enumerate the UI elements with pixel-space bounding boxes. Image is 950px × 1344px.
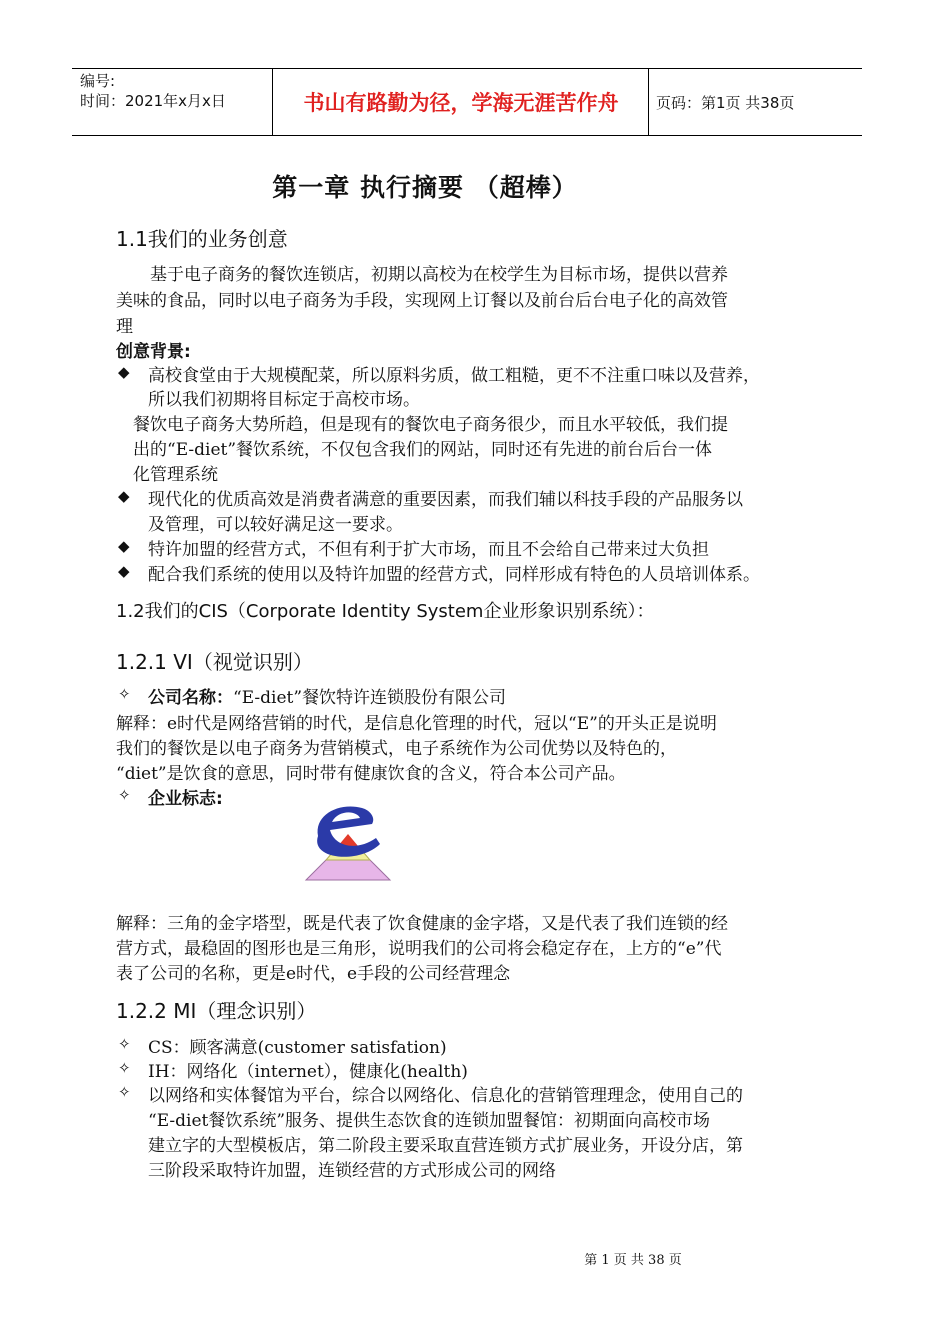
section-heading-1-1: 1.1我们的业务创意: [116, 227, 288, 251]
background-label: 创意背景:: [116, 342, 191, 362]
paragraph-line: 解释：三角的金字塔型，既是代表了饮食健康的金字塔，又是代表了我们连锁的经: [116, 914, 728, 934]
company-logo: [300, 800, 396, 886]
page-footer: 第 1 页 共 38 页: [584, 1253, 682, 1268]
mi-item: CS：顾客满意(customer satisfation): [148, 1038, 447, 1058]
mi-item: 三阶段采取特许加盟，连锁经营的方式形成公司的网络: [148, 1161, 556, 1181]
header-motto: 书山有路勤为径，学海无涯苦作舟: [303, 91, 619, 115]
company-name-line: [148, 683, 506, 708]
bullet-text: 配合我们系统的使用以及特许加盟的经营方式，同样形成有特色的人员培训体系。: [148, 565, 760, 585]
company-label: 公司名称：: [148, 688, 233, 708]
number-label: 编号:: [80, 72, 116, 90]
logo-label: 企业标志:: [148, 789, 223, 809]
paragraph-line: 我们的餐饮是以电子商务为营销模式，电子系统作为公司优势以及特色的，: [116, 739, 677, 759]
mi-item: 建立字的大型模板店，第二阶段主要采取直营连锁方式扩展业务，开设分店，第: [148, 1136, 743, 1156]
chapter-title: 第一章 执行摘要 （超棒）: [272, 173, 578, 202]
diamond-bullet-icon: ◆: [118, 363, 130, 381]
page-header: [72, 68, 862, 136]
diamond-bullet-icon: ◆: [118, 487, 130, 505]
bullet-text: 所以我们初期将目标定于高校市场。: [148, 390, 420, 410]
bullet-text: 高校食堂由于大规模配菜，所以原料劣质，做工粗糙，更不不注重口味以及营养，: [148, 366, 760, 386]
paragraph-line: 餐饮电子商务大势所趋，但是现有的餐饮电子商务很少，而且水平较低，我们提: [133, 415, 728, 435]
section-heading-1-2: 1.2我们的CIS（Corporate Identity System企业形象识别系统）：: [116, 601, 655, 622]
bullet-text: 及管理，可以较好满足这一要求。: [148, 515, 403, 535]
paragraph-line: “diet”是饮食的意思，同时带有健康饮食的含义，符合本公司产品。: [116, 764, 626, 784]
mi-item: 以网络和实体餐馆为平台，综合以网络化、信息化的营销管理理念，使用自己的: [148, 1086, 743, 1106]
header-meta: [80, 71, 226, 111]
paragraph-line: 出的“E-diet”餐饮系统，不仅包含我们的网站，同时还有先进的前台后台一体: [133, 440, 713, 460]
time-label: 时间：2021年x月x日: [80, 92, 226, 110]
sparkle-bullet-icon: ✧: [118, 786, 131, 804]
diamond-bullet-icon: ◆: [118, 562, 130, 580]
paragraph-line: 理: [116, 317, 133, 337]
company-value: “E-diet”餐饮特许连锁股份有限公司: [233, 688, 507, 708]
paragraph-line: 基于电子商务的餐饮连锁店，初期以高校为在校学生为目标市场，提供以营养: [150, 265, 728, 285]
mi-item: “E-diet餐饮系统”服务、提供生态饮食的连锁加盟餐馆：初期面向高校市场: [148, 1111, 711, 1131]
sparkle-bullet-icon: ✧: [118, 685, 131, 703]
header-page-label: 页码：第1页 共38页: [656, 93, 795, 112]
paragraph-line: 营方式，最稳固的图形也是三角形，说明我们的公司将会稳定存在，上方的“e”代: [116, 939, 722, 959]
bullet-text: 现代化的优质高效是消费者满意的重要因素，而我们辅以科技手段的产品服务以: [148, 490, 743, 510]
paragraph-line: 表了公司的名称，更是e时代，e手段的公司经营理念: [116, 964, 511, 984]
sparkle-bullet-icon: ✧: [118, 1059, 131, 1077]
paragraph-line: 化管理系统: [133, 465, 218, 485]
letter-e-mark: [317, 806, 380, 856]
paragraph-line: 美味的食品，同时以电子商务为手段，实现网上订餐以及前台后台电子化的高效管: [116, 291, 728, 311]
diamond-bullet-icon: ◆: [118, 537, 130, 555]
subsection-heading-vi: 1.2.1 VI（视觉识别）: [116, 650, 313, 674]
divider: [648, 69, 649, 135]
divider: [272, 69, 273, 135]
paragraph-line: 解释：e时代是网络营销的时代，是信息化管理的时代，冠以“E”的开头正是说明: [116, 714, 717, 734]
bullet-text: 特许加盟的经营方式，不但有利于扩大市场，而且不会给自己带来过大负担: [148, 540, 709, 560]
subsection-heading-mi: 1.2.2 MI（理念识别）: [116, 999, 317, 1023]
mi-item: IH：网络化（internet），健康化(health): [148, 1062, 468, 1082]
sparkle-bullet-icon: ✧: [118, 1035, 131, 1053]
sparkle-bullet-icon: ✧: [118, 1083, 131, 1101]
pyramid-base: [306, 860, 390, 880]
